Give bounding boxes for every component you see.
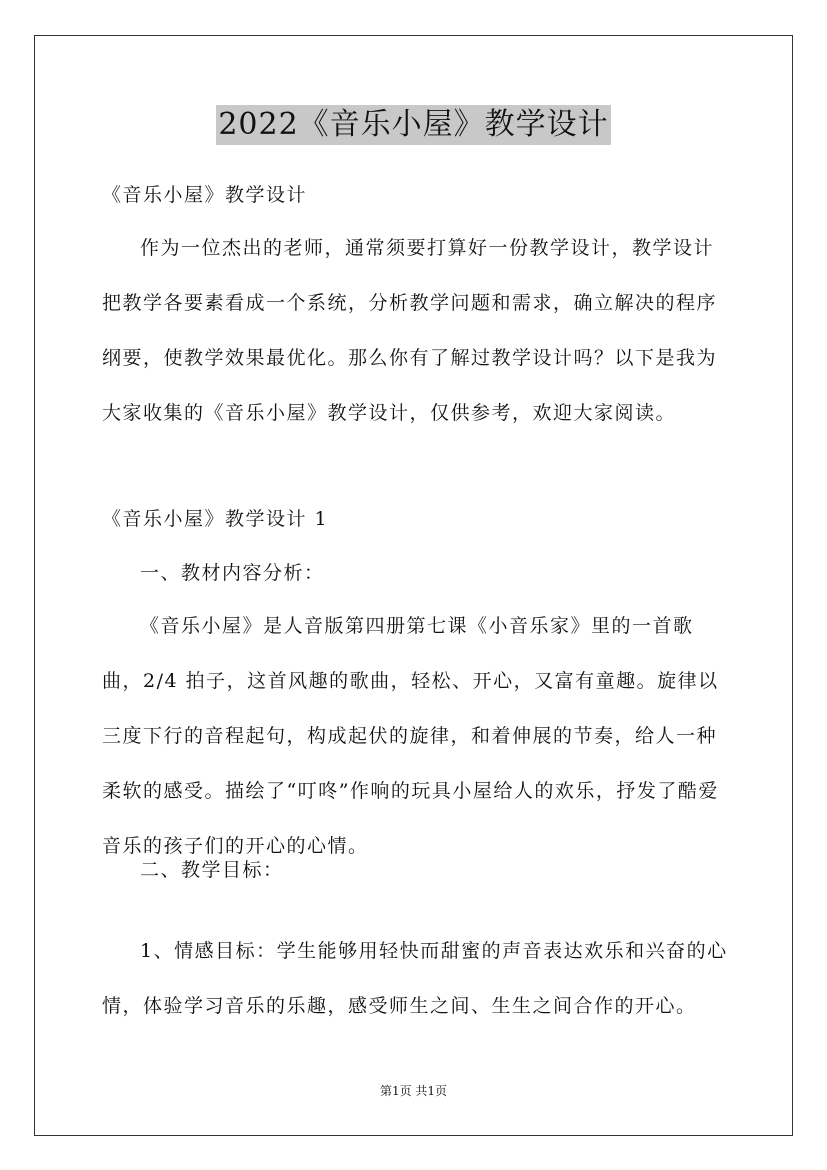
document-title-text: 2022《音乐小屋》教学设计 [216, 105, 610, 145]
document-subtitle: 《音乐小屋》教学设计 [102, 184, 308, 206]
page-number: 第1页 共1页 [379, 1084, 448, 1098]
goal-paragraph: 1、情感目标：学生能够用轻快而甜蜜的声音表达欢乐和兴奋的心情，体验学习音乐的乐趣，感受师生之间、生生之间合作的开心。 [102, 940, 728, 1017]
heading-teaching-goals: 二、教学目标： [140, 859, 284, 881]
document-title [0, 104, 827, 145]
intro-paragraph: 作为一位杰出的老师，通常须要打算好一份教学设计，教学设计把教学各要素看成一个系统，分析教学问题和需求，确立解决的程序纲要，使教学效果最优化。那么你有了解过教学设计吗？以下是我为大家收集的《音乐小屋》教学设计，仅供参考，欢迎大家阅读。 [102, 237, 718, 424]
analysis-paragraph: 《音乐小屋》是人音版第四册第七课《小音乐家》里的一首歌曲，2/4 拍子，这首风趣的歌曲，轻松、开心，又富有童趣。旋律以三度下行的音程起句，构成起伏的旋律，和着伸展的节奏，给人一种柔软的感受。描绘了“叮咚”作响的玩具小屋给人的欢乐，抒发了酷爱音乐的孩子们的开心的心情。 [102, 615, 719, 857]
section-title: 《音乐小屋》教学设计 1 [102, 508, 329, 530]
heading-content-analysis: 一、教材内容分析： [140, 562, 325, 584]
